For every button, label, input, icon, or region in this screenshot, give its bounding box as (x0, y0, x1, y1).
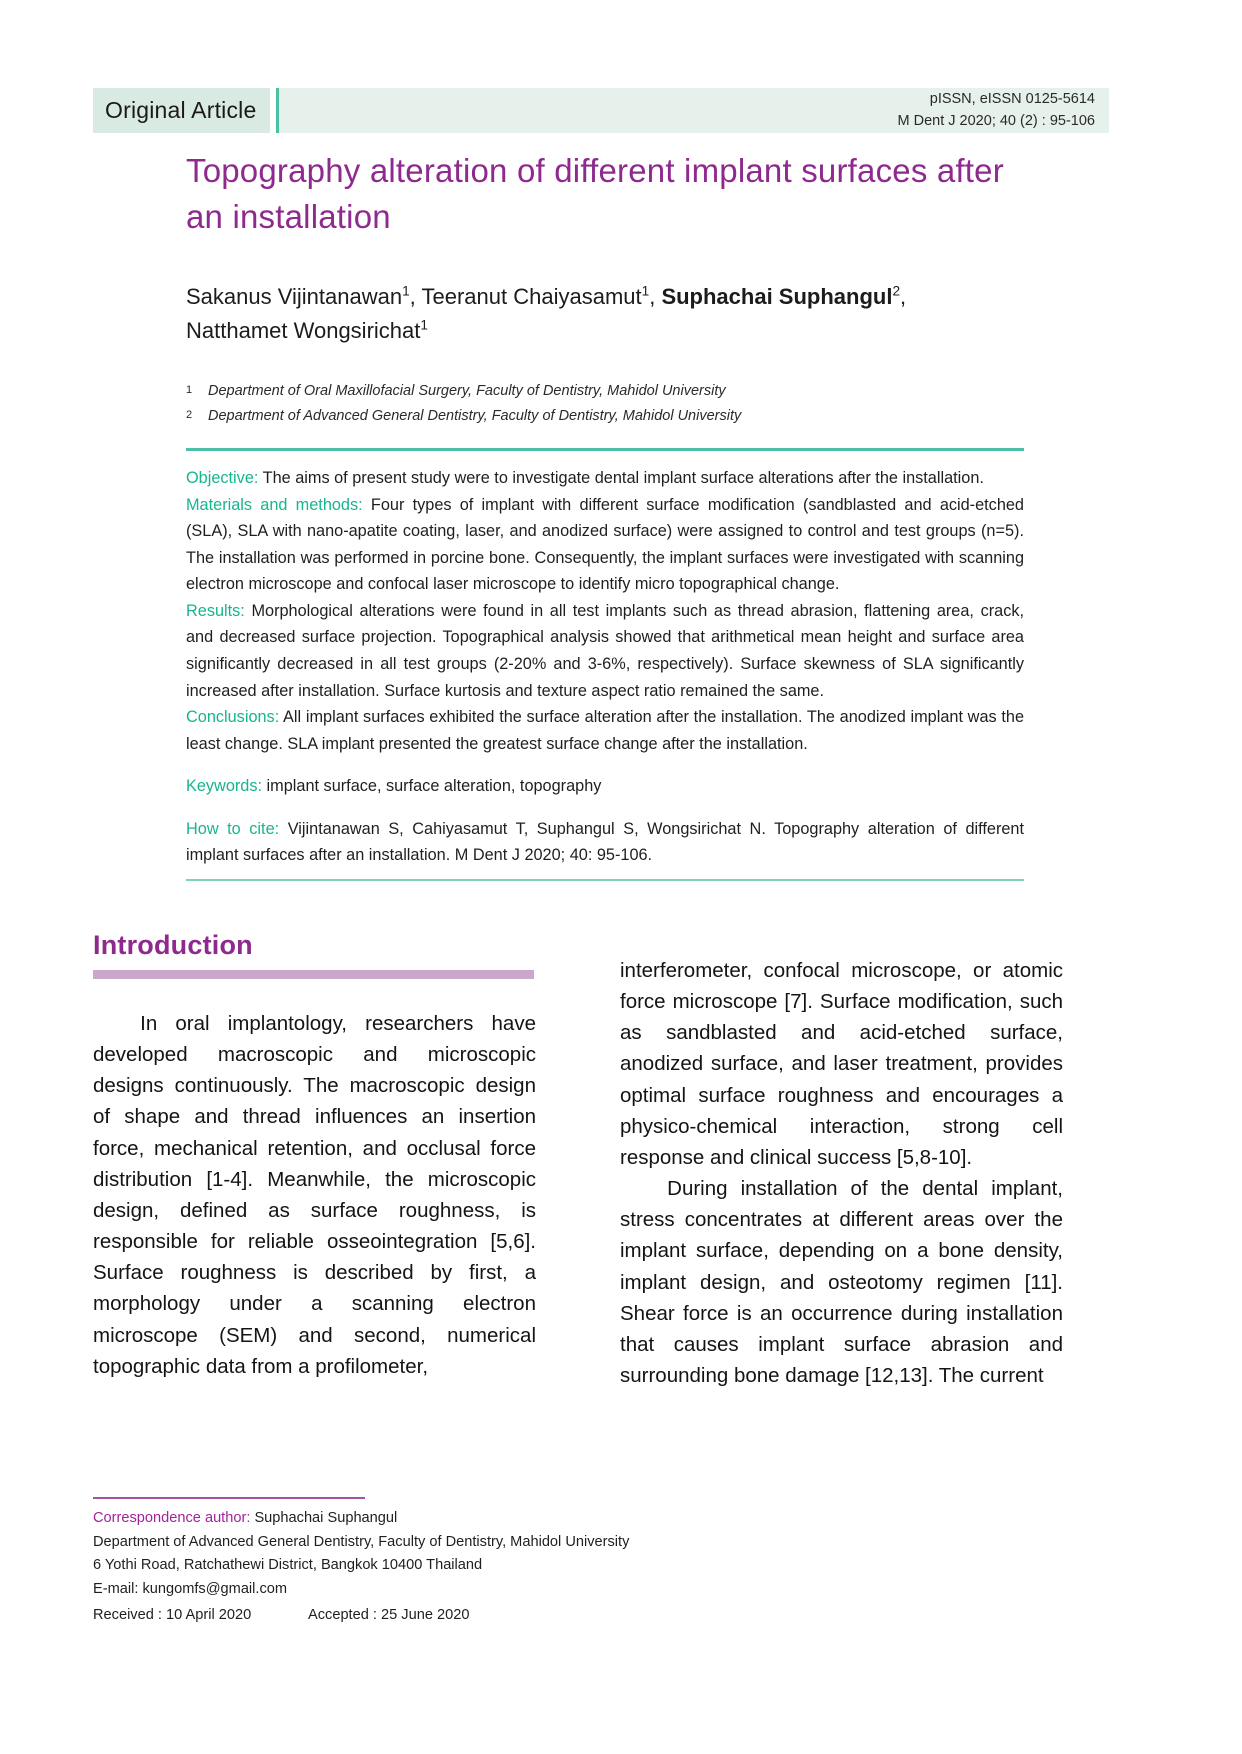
abstract-howtocite (186, 816, 1024, 869)
author-sep-3: , (900, 284, 907, 309)
abstract-results-text: Morphological alterations were found in all test implants such as thread abrasion, flattening area, crack, and decreased surface projection. Topographical analysis showed that arithmetical mean height and surface area significantly decreased in all test groups (2-20% and 3-6%, respectively). Surface skewness of SLA significantly increased after installation. Surface kurtosis and texture aspect ratio remained the same. (186, 601, 1024, 700)
affiliation-marker: 1 (186, 384, 193, 396)
intro-paragraph-2: During installation of the dental implant, stress concentrates at different areas over the implant surface, depending on a bone density, implant design, and osteotomy regimen [11]. Shear force is an occurrence during installation that causes implant surface abrasion and surrounding bone damage [12,13]. The current (620, 1177, 1063, 1388)
abstract-bottom-rule (186, 879, 1024, 881)
abstract-spacer (186, 800, 1024, 816)
article-type-badge: Original Article (93, 88, 270, 133)
correspondence-label: Correspondence author: (93, 1510, 251, 1526)
abstract-methods-text: Four types of implant with different surface modification (sandblasted and acid-etched (SLA), SLA with nano-apatite coating, laser, and anodized surface) were assigned to control and test groups (n=5). The installation was performed in porcine bone. Consequently, the implant surfaces were investigated with scanning electron microscope and confocal laser microscope to identify micro topographical change. (186, 495, 1024, 594)
submission-dates (93, 1604, 653, 1628)
abstract-results (186, 598, 1024, 704)
introduction-heading-group (93, 930, 583, 979)
abstract-objective-label: Objective: (186, 469, 259, 487)
abstract-spacer (186, 757, 1024, 773)
affiliation-text: Department of Advanced General Dentistry, Faculty of Dentistry, Mahidol University (208, 407, 742, 424)
correspondence-address: 6 Yothi Road, Ratchathewi District, Bangkok 10400 Thailand (93, 1557, 483, 1574)
affiliation-marker: 2 (186, 408, 193, 421)
abstract-body (186, 451, 1024, 879)
accepted-date: Accepted : 25 June 2020 (308, 1606, 470, 1623)
affiliation-text: Department of Oral Maxillofacial Surgery, Faculty of Dentistry, Mahidol University (208, 383, 726, 399)
abstract-keywords (186, 773, 1024, 800)
author-2-affiliation-marker: 1 (641, 283, 650, 299)
author-sep-2: , (649, 284, 662, 309)
author-3-affiliation-marker: 2 (892, 283, 901, 299)
section-heading-underline-bar (93, 970, 534, 979)
abstract-objective-text: The aims of present study were to investigate dental implant surface alterations after the installation. (258, 469, 984, 487)
journal-citation-line: M Dent J 2020; 40 (2) : 95-106 (897, 112, 1095, 129)
abstract-results-label: Results: (186, 601, 245, 620)
abstract-howtocite-label: How to cite: (186, 819, 280, 838)
abstract-conclusions (186, 704, 1024, 757)
affiliation-list (186, 379, 1016, 429)
footer-divider-rule (93, 1497, 365, 1499)
abstract-conclusions-label: Conclusions: (186, 708, 280, 727)
correspondence-name: Suphachai Suphangul (250, 1510, 398, 1526)
author-2: Teeranut Chaiyasamut (421, 284, 642, 309)
section-heading-introduction: Introduction (93, 930, 253, 960)
body-column-right (620, 955, 1063, 1391)
correspondence-author-line (93, 1507, 653, 1531)
abstract-methods (186, 492, 1024, 598)
author-1: Sakanus Vijintanawan (186, 284, 403, 309)
correspondence-email[interactable]: E-mail: kungomfs@gmail.com (93, 1580, 288, 1597)
issn-line: pISSN, eISSN 0125-5614 (929, 91, 1095, 108)
abstract-objective (186, 465, 1024, 492)
author-sep-1: , (409, 284, 422, 309)
received-date: Received : 10 April 2020 (93, 1606, 252, 1623)
intro-paragraph-1-continued: interferometer, confocal microscope, or atomic force microscope [7]. Surface modification, such as sandblasted and acid-etched surface, anodized surface, and laser treatment, provides optimal surface roughness and encourages a physico-chemical interaction, strong cell response and clinical success [5,8-10]. (620, 959, 1063, 1169)
body-column-left (93, 1008, 536, 1382)
abstract-howtocite-text: Vijintanawan S, Cahiyasamut T, Suphangul S, Wongsirichat N. Topography alteration of different implant surfaces after an installation. M Dent J 2020; 40: 95-106. (186, 819, 1024, 865)
journal-info-band (279, 88, 1109, 133)
correspondence-department: Department of Advanced General Dentistry, Faculty of Dentistry, Mahidol University (93, 1533, 630, 1550)
author-4: Natthamet Wongsirichat (186, 318, 421, 344)
page-header (93, 88, 1109, 133)
abstract-section (186, 448, 1024, 881)
abstract-methods-label: Materials and methods: (186, 495, 363, 514)
author-list (186, 280, 1016, 348)
author-3: Suphachai Suphangul (661, 284, 893, 309)
article-title: Topography alteration of different implant surfaces after an installation (186, 152, 1004, 235)
affiliation-item (186, 379, 1016, 404)
affiliation-item (186, 404, 1016, 429)
correspondence-footer (93, 1497, 653, 1627)
abstract-keywords-label: Keywords: (186, 777, 263, 796)
author-1-affiliation-marker: 1 (402, 283, 410, 299)
abstract-keywords-text: implant surface, surface alteration, topography (262, 777, 602, 796)
author-4-affiliation-marker: 1 (420, 317, 428, 333)
abstract-conclusions-text: All implant surfaces exhibited the surface alteration after the installation. The anodized implant was the least change. SLA implant presented the greatest surface change after the installation. (186, 708, 1024, 753)
intro-paragraph-1: In oral implantology, researchers have developed macroscopic and microscopic designs continuously. The macroscopic design of shape and thread influences an insertion force, mechanical retention, and occlusal force distribution [1-4]. Meanwhile, the microscopic design, defined as surface roughness, is responsible for reliable osseointegration [5,6]. Surface roughness is described by first, a morphology under a scanning electron microscope (SEM) and second, numerical topographic data from a profilometer, (93, 1012, 536, 1378)
